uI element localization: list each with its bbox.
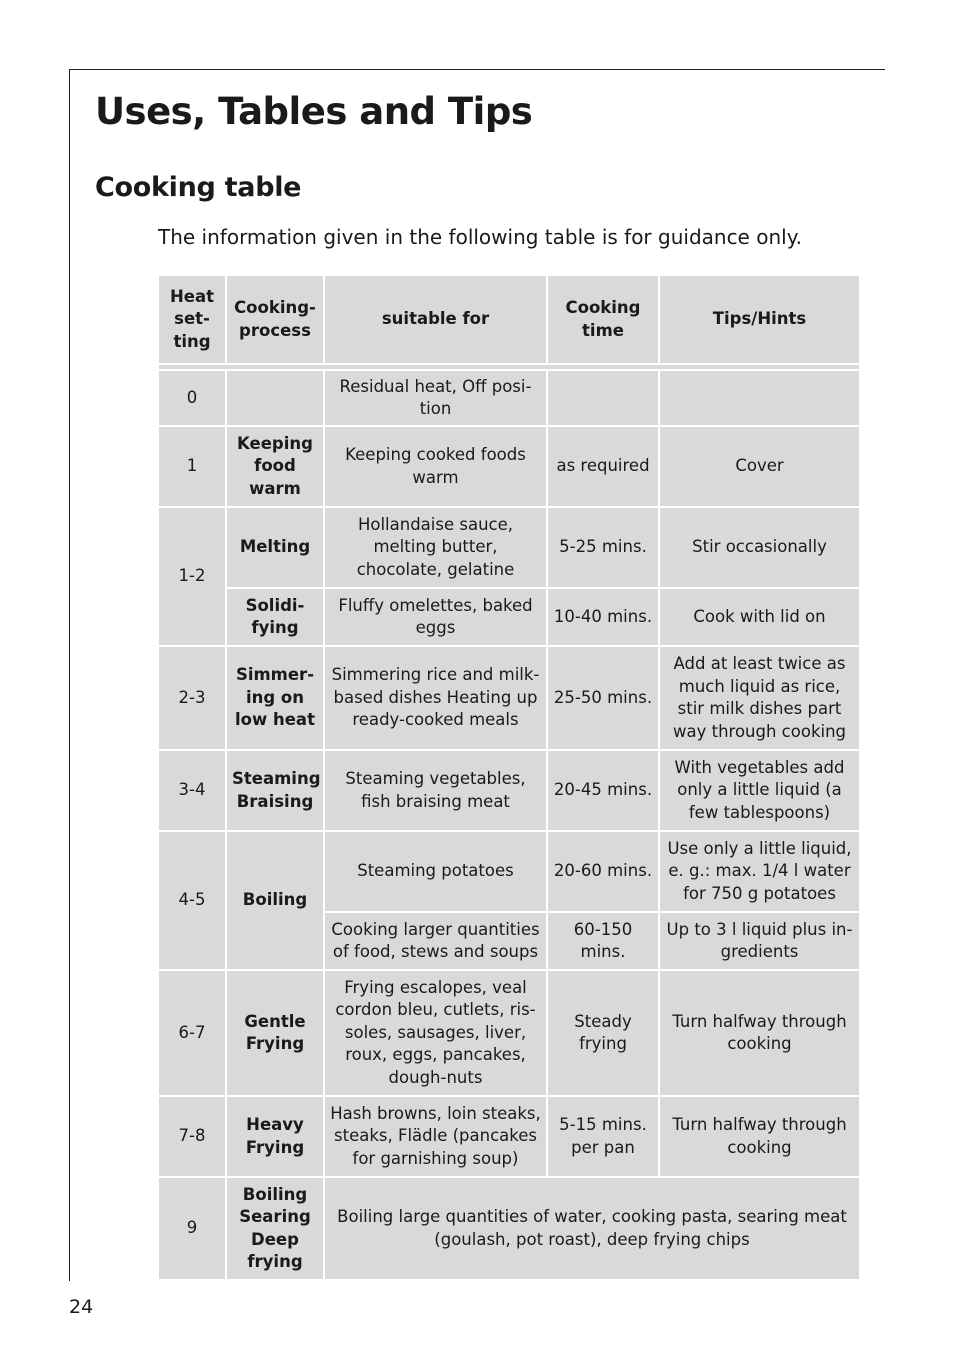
- heat-cell: 1: [158, 426, 226, 507]
- top-rule: [69, 69, 885, 70]
- time-cell: 10-40 mins.: [547, 588, 659, 646]
- time-cell: [547, 370, 659, 426]
- process-cell: Heavy Frying: [226, 1096, 324, 1177]
- heat-cell: 7-8: [158, 1096, 226, 1177]
- header-suitable: suitable for: [324, 275, 547, 364]
- heat-cell: 0: [158, 370, 226, 426]
- table-row: [158, 831, 860, 912]
- table-row: [158, 750, 860, 831]
- process-cell: Simmer-ing on low heat: [226, 646, 324, 750]
- suitable-cell: Fluffy omelettes, baked eggs: [324, 588, 547, 646]
- tips-cell: Use only a little liquid, e. g.: max. 1/4 l water for 750 g potatoes: [659, 831, 860, 912]
- suitable-cell: Steaming vegetables, fish braising meat: [324, 750, 547, 831]
- time-cell: 20-60 mins.: [547, 831, 659, 912]
- table-row: [158, 1096, 860, 1177]
- tips-cell: Turn halfway through cooking: [659, 970, 860, 1096]
- time-cell: 25-50 mins.: [547, 646, 659, 750]
- tips-cell: With vegetables add only a little liquid (a few tablespoons): [659, 750, 860, 831]
- left-rule: [69, 69, 70, 1281]
- tips-cell: Add at least twice as much liquid as rice, stir milk dishes part way through cooking: [659, 646, 860, 750]
- suitable-cell: Simmering rice and milk-based dishes Heating up ready-cooked meals: [324, 646, 547, 750]
- suitable-cell: Boiling large quantities of water, cooking pasta, searing meat (goulash, pot roast), deep frying chips: [324, 1177, 860, 1280]
- heat-cell: 9: [158, 1177, 226, 1280]
- time-cell: 60-150 mins.: [547, 912, 659, 970]
- process-cell: Solidi-fying: [226, 588, 324, 646]
- time-cell: as required: [547, 426, 659, 507]
- time-cell: 20-45 mins.: [547, 750, 659, 831]
- suitable-cell: Steaming potatoes: [324, 831, 547, 912]
- process-cell: Keeping food warm: [226, 426, 324, 507]
- cooking-table: [157, 274, 861, 1281]
- table-row: [158, 1177, 860, 1280]
- time-cell: Steady frying: [547, 970, 659, 1096]
- header-process: Cooking-process: [226, 275, 324, 364]
- table-row: [158, 588, 860, 646]
- heat-cell: 2-3: [158, 646, 226, 750]
- page-number: 24: [69, 1296, 94, 1318]
- tips-cell: Up to 3 l liquid plus in-gredients: [659, 912, 860, 970]
- heat-cell: 1-2: [158, 507, 226, 646]
- table-row: [158, 646, 860, 750]
- heat-cell: 3-4: [158, 750, 226, 831]
- process-cell: Boiling Searing Deep frying: [226, 1177, 324, 1280]
- process-cell: [226, 370, 324, 426]
- table-row: [158, 426, 860, 507]
- process-cell: Melting: [226, 507, 324, 588]
- intro-text: The information given in the following table is for guidance only.: [158, 225, 803, 249]
- time-cell: 5-15 mins. per pan: [547, 1096, 659, 1177]
- suitable-cell: Cooking larger quantities of food, stews and soups: [324, 912, 547, 970]
- header-heat: Heat set-ting: [158, 275, 226, 364]
- tips-cell: Cover: [659, 426, 860, 507]
- process-cell: Gentle Frying: [226, 970, 324, 1096]
- suitable-cell: Keeping cooked foods warm: [324, 426, 547, 507]
- time-cell: 5-25 mins.: [547, 507, 659, 588]
- tips-cell: [659, 370, 860, 426]
- header-tips: Tips/Hints: [659, 275, 860, 364]
- table-row: [158, 507, 860, 588]
- process-cell: Steaming Braising: [226, 750, 324, 831]
- tips-cell: Cook with lid on: [659, 588, 860, 646]
- suitable-cell: Frying escalopes, veal cordon bleu, cutlets, ris-soles, sausages, liver, roux, eggs, pancakes, dough-nuts: [324, 970, 547, 1096]
- heat-cell: 4-5: [158, 831, 226, 970]
- table-row: [158, 970, 860, 1096]
- suitable-cell: Hollandaise sauce, melting butter, chocolate, gelatine: [324, 507, 547, 588]
- table-row: [158, 370, 860, 426]
- process-cell: Boiling: [226, 831, 324, 970]
- suitable-cell: Residual heat, Off posi-tion: [324, 370, 547, 426]
- tips-cell: Stir occasionally: [659, 507, 860, 588]
- suitable-cell: Hash browns, loin steaks, steaks, Flädle (pancakes for garnishing soup): [324, 1096, 547, 1177]
- section-title: Cooking table: [95, 172, 302, 203]
- page-title: Uses, Tables and Tips: [95, 90, 533, 133]
- tips-cell: Turn halfway through cooking: [659, 1096, 860, 1177]
- header-row: [158, 275, 860, 364]
- header-time: Cooking time: [547, 275, 659, 364]
- heat-cell: 6-7: [158, 970, 226, 1096]
